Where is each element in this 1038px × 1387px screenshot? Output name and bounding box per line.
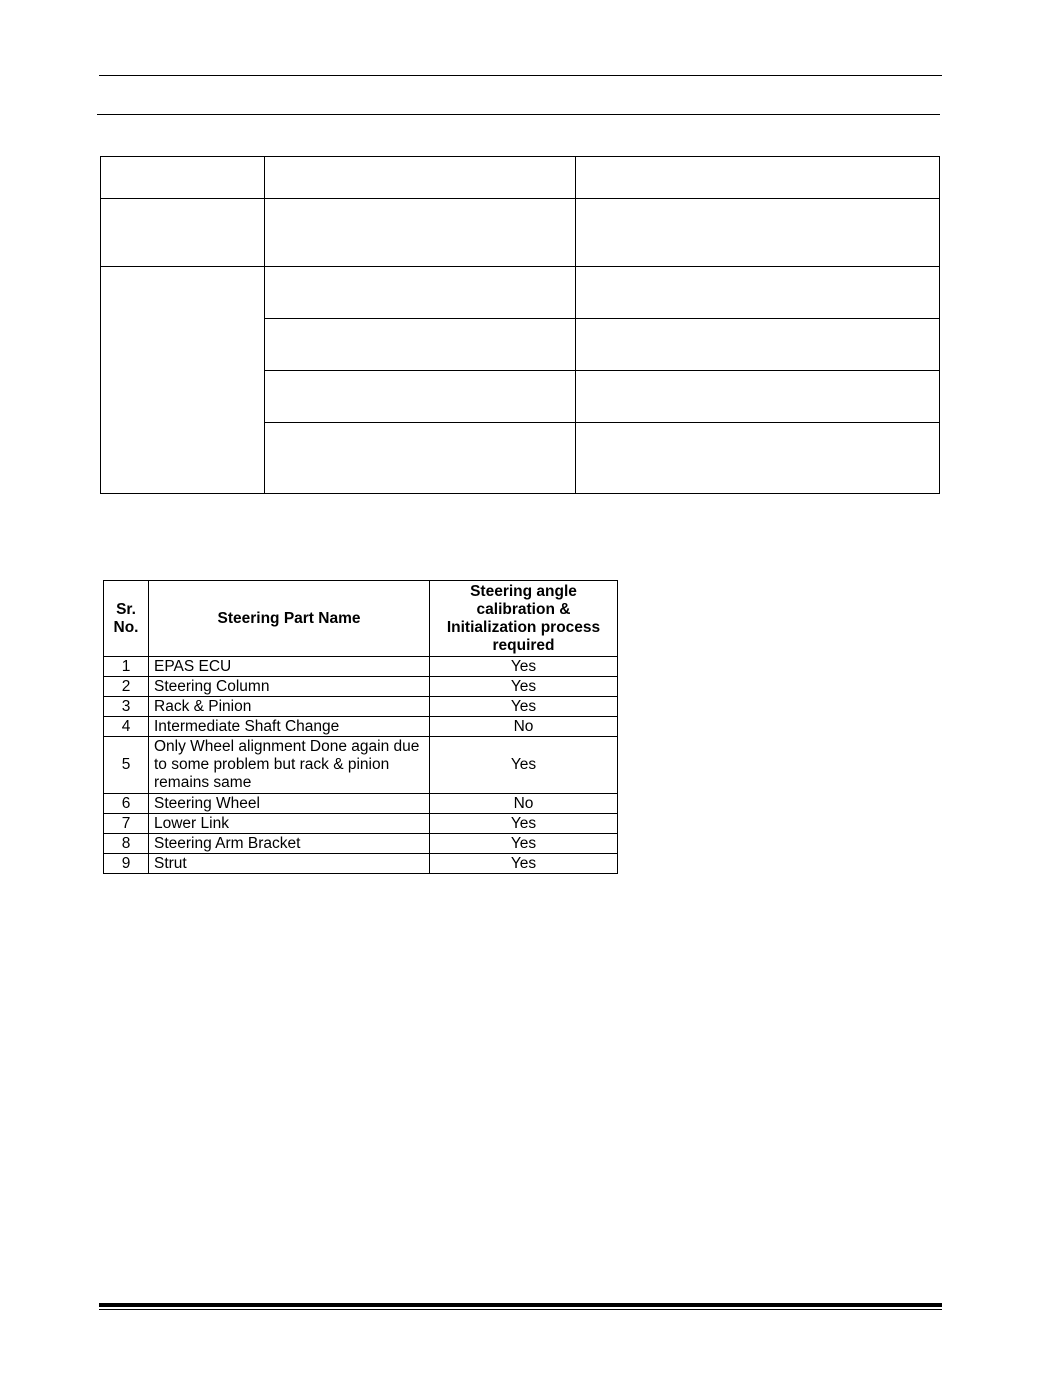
blank-cell [265,319,576,371]
blank-cell [576,423,940,494]
table-row [104,717,618,737]
part-name-cell: Steering Wheel [149,794,430,814]
sr-no-cell: 9 [104,854,149,874]
sr-no-cell: 4 [104,717,149,737]
blank-cell [101,157,265,199]
blank-cell [265,371,576,423]
required-cell: No [430,717,618,737]
blank-cell [576,319,940,371]
blank-table-row [101,267,940,319]
sr-no-cell: 7 [104,814,149,834]
table-row [104,737,618,794]
part-name-cell: Steering Arm Bracket [149,834,430,854]
blank-cell [576,199,940,267]
blank-table [100,156,940,494]
required-cell: Yes [430,814,618,834]
header-sr-no: Sr. No. [104,581,149,657]
blank-cell [576,157,940,199]
footer-rule-thick [99,1303,942,1307]
blank-cell [576,371,940,423]
required-cell: Yes [430,657,618,677]
part-name-cell: Steering Column [149,677,430,697]
part-name-cell: Rack & Pinion [149,697,430,717]
blank-cell [265,423,576,494]
table-row [104,794,618,814]
table-header-row [104,581,618,657]
table-row [104,677,618,697]
blank-table-row [101,199,940,267]
required-cell: No [430,794,618,814]
required-cell: Yes [430,737,618,794]
header-rule-bottom [97,114,940,115]
required-cell: Yes [430,834,618,854]
table-row [104,854,618,874]
blank-cell [265,157,576,199]
blank-cell [265,199,576,267]
blank-cell [101,199,265,267]
table-row [104,814,618,834]
part-name-cell: Lower Link [149,814,430,834]
sr-no-cell: 6 [104,794,149,814]
table-row [104,697,618,717]
table-row [104,657,618,677]
part-name-cell: Strut [149,854,430,874]
sr-no-cell: 2 [104,677,149,697]
footer-rule-thin [99,1309,942,1310]
header-rule-top [99,75,942,76]
blank-merged-cell [101,267,265,494]
sr-no-cell: 1 [104,657,149,677]
header-process-required: Steering angle calibration & Initialization process required [430,581,618,657]
required-cell: Yes [430,677,618,697]
required-cell: Yes [430,697,618,717]
table-row [104,834,618,854]
part-name-cell: EPAS ECU [149,657,430,677]
steering-parts-table [103,580,618,874]
sr-no-cell: 5 [104,737,149,794]
header-part-name: Steering Part Name [149,581,430,657]
part-name-cell: Only Wheel alignment Done again due to some problem but rack & pinion remains same [149,737,430,794]
blank-table-row [101,157,940,199]
blank-cell [265,267,576,319]
required-cell: Yes [430,854,618,874]
part-name-cell: Intermediate Shaft Change [149,717,430,737]
sr-no-cell: 8 [104,834,149,854]
blank-cell [576,267,940,319]
sr-no-cell: 3 [104,697,149,717]
